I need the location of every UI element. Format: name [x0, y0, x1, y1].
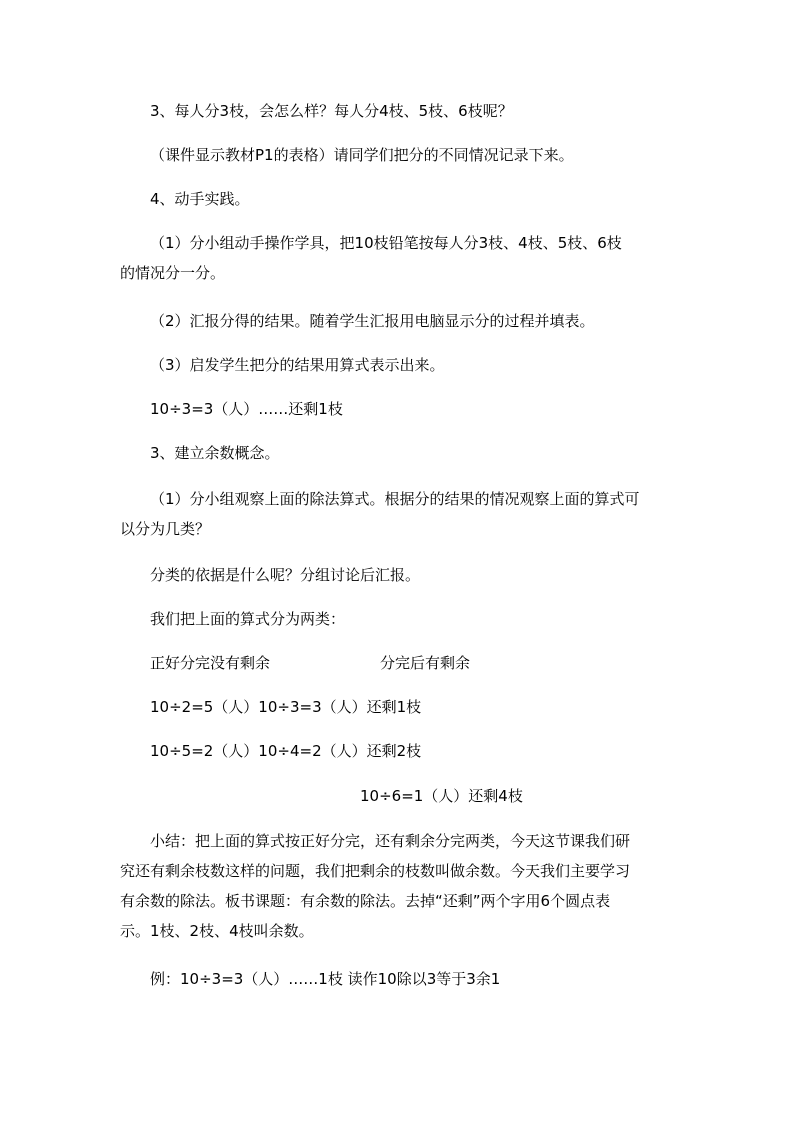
formula-row-1: 10÷2=5（人）10÷3=3（人）还剩1枝 [150, 698, 422, 716]
summary-line-1: 小结：把上面的算式按正好分完，还有剩余分完两类，今天这节课我们研 [150, 832, 631, 850]
paragraph-group-operation-line1: （1）分小组动手操作学具，把10枝铅笔按每人分3枝、4枝、5枝、6枝 [150, 234, 622, 252]
paragraph-step3-question: 3、每人分3枝，会怎么样？每人分4枝、5枝、6枝呢？ [150, 102, 513, 120]
column-header-no-remainder: 正好分完没有剩余 [150, 654, 271, 672]
summary-line-4: 示。1枝、2枝、4枝叫余数。 [120, 922, 314, 940]
paragraph-observe-formulas-line1: （1）分小组观察上面的除法算式。根据分的结果的情况观察上面的算式可 [150, 490, 640, 508]
paragraph-two-categories: 我们把上面的算式分为两类： [150, 610, 346, 628]
summary-line-3: 有余数的除法。板书课题：有余数的除法。去掉“还剩”两个字用6个圆点表 [120, 892, 611, 910]
heading-remainder-concept: 3、建立余数概念。 [150, 444, 280, 462]
column-header-with-remainder: 分完后有剩余 [380, 654, 471, 672]
example-reading: 例：10÷3=3（人）……1枝 读作10除以3等于3余1 [150, 970, 501, 988]
summary-line-2: 究还有剩余枝数这样的问题，我们把剩余的枝数叫做余数。今天我们主要学习 [120, 862, 631, 880]
paragraph-courseware-table: （课件显示教材P1的表格）请同学们把分的不同情况记录下来。 [150, 146, 574, 164]
paragraph-report-results: （2）汇报分得的结果。随着学生汇报用电脑显示分的过程并填表。 [150, 312, 595, 330]
formula-row-3: 10÷6=1（人）还剩4枝 [360, 787, 523, 805]
paragraph-express-as-formula: （3）启发学生把分的结果用算式表示出来。 [150, 356, 445, 374]
formula-row-2: 10÷5=2（人）10÷4=2（人）还剩2枝 [150, 742, 422, 760]
paragraph-classification-basis: 分类的依据是什么呢？分组讨论后汇报。 [150, 566, 421, 584]
heading-hands-on-practice: 4、动手实践。 [150, 190, 250, 208]
formula-10-div-3: 10÷3=3（人）……还剩1枝 [150, 400, 343, 418]
paragraph-group-operation-line2: 的情况分一分。 [120, 264, 226, 282]
paragraph-observe-formulas-line2: 以分为几类？ [120, 520, 211, 538]
